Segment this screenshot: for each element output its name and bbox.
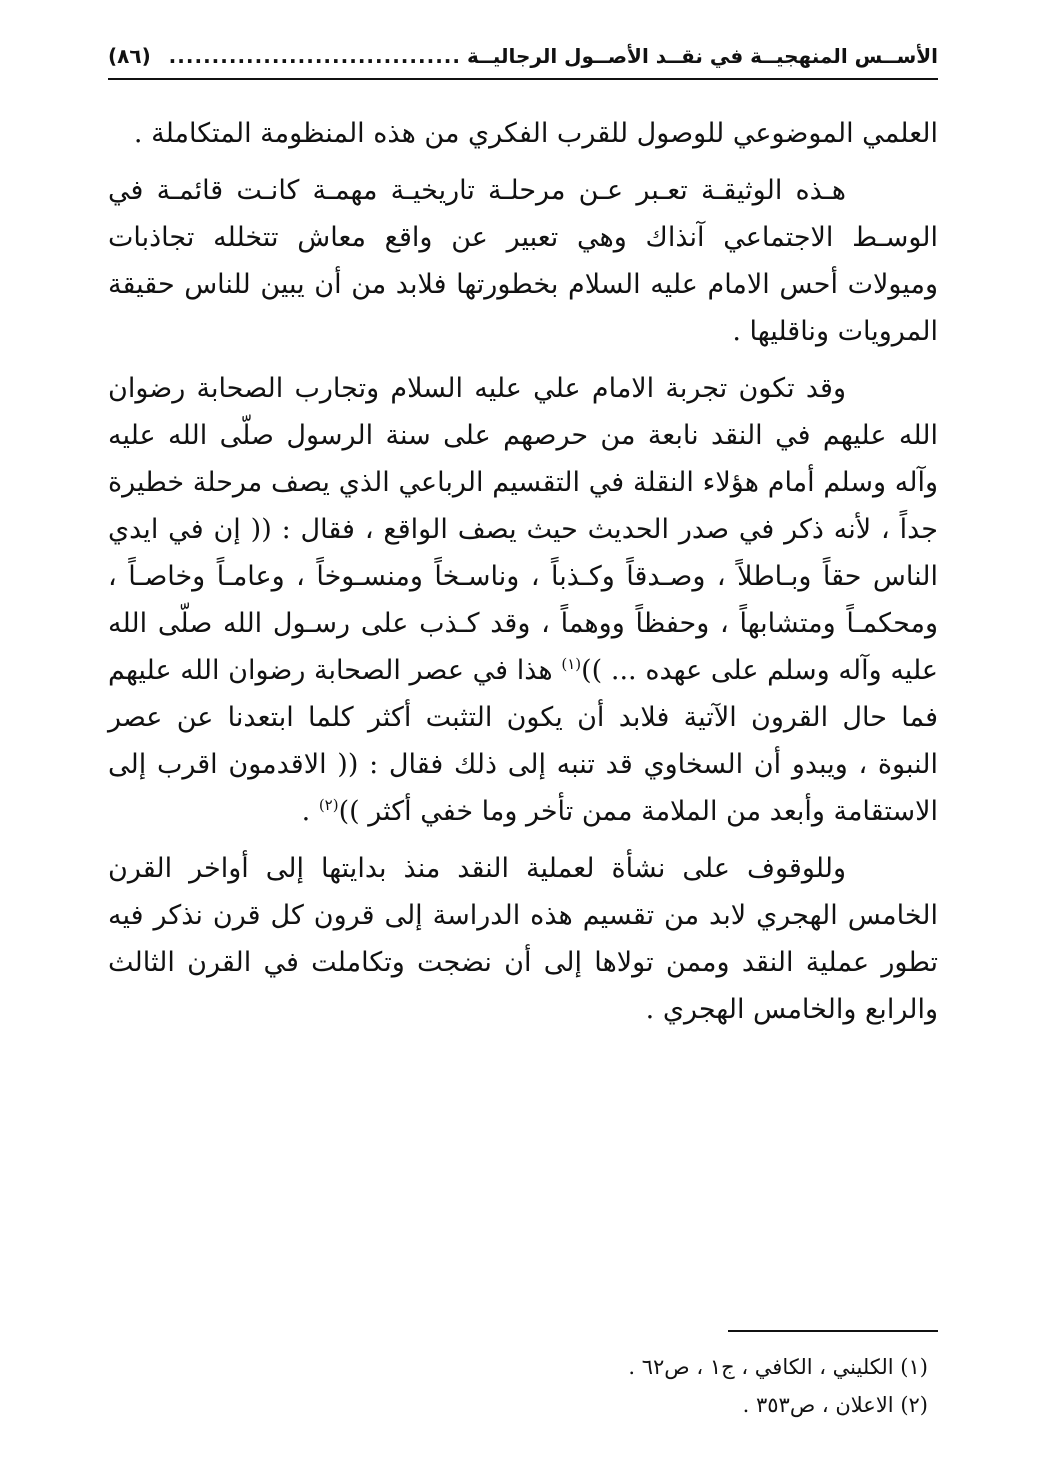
paragraph-1: العلمي الموضوعي للوصول للقرب الفكري من هذه المنظومة المتكاملة . (133, 118, 938, 149)
paragraph-3 (108, 365, 938, 835)
header-dot-leader: .................................. (168, 44, 461, 68)
page-number: (٨٦) (108, 44, 151, 68)
header-title: الأســس المنهجيــة في نقــد الأصــول الرجاليــة (467, 44, 938, 68)
paragraph-4: وللوقوف على نشأة لعملية النقد منذ بدايتها إلى أواخر القرن الخامس الهجري لابد من تقسيم هذه الدراسة إلى قرون كل قرن نذكر فيه تطور عملية النقد وممن تولاها إلى أن نضجت وتكاملت في القرن الثالث والرابع والخامس الهجري . (108, 853, 938, 1025)
footnotes (108, 1330, 938, 1424)
footnote-ref-2[interactable]: (٢) (318, 796, 339, 814)
footnote-ref-1[interactable]: (١) (561, 655, 582, 673)
footnote-2: (٢) الاعلان ، ص٣٥٣ . (742, 1393, 928, 1417)
footnote-1: (١) الكليني ، الكافي ، ج١ ، ص٦٢ . (628, 1355, 928, 1379)
paragraph-2: هـذه الوثيقـة تعـبر عـن مرحلـة تاريخيـة مهمـة كانـت قائمـة في الوسـط الاجتماعي آنذاك وهي تعبير عن واقع معاش تتخلله تجاذبات وميولات أحس الامام عليه السلام بخطورتها فلابد من أن يبين للناس حقيقة المرويات وناقليها . (108, 175, 938, 347)
footnote-separator (728, 1330, 938, 1332)
paragraph-3-part-3: . (301, 796, 319, 827)
body-text (108, 110, 938, 1033)
page (108, 40, 938, 1417)
paragraph-3-part-2: هذا في عصر الصحابة رضوان الله عليهم فما حال القرون الآتية فلابد أن يكون التثبت أكثر كلما ابتعدنا عن عصر النبوة ، ويبدو أن السخاوي قد تنبه إلى ذلك فقال : (( الاقدمون اقرب إلى الاستقامة وأبعد من الملامة ممن تأخر وما خفي أكثر )) (108, 655, 938, 827)
running-header (108, 40, 938, 80)
paragraph-3-part-1: وقد تكون تجربة الامام علي عليه السلام وتجارب الصحابة رضوان الله عليهم في النقد نابعة من حرصهم على سنة الرسول صلّى الله عليه وآله وسلم أمام هؤلاء النقلة في التقسيم الرباعي الذي يصف مرحلة خطيرة جداً ، لأنه ذكر في صدر الحديث حيث يصف الواقع ، فقال : (( إن في ايدي الناس حقاً وبـاطلاً ، وصـدقاً وكـذباً ، وناسـخاً ومنسـوخاً ، وعامـاً وخاصـاً ، ومحكمـاً ومتشابهاً ، وحفظاً ووهماً ، وقد كـذب على رسـول الله صلّى الله عليه وآله وسلم على عهده ... )) (108, 373, 938, 686)
